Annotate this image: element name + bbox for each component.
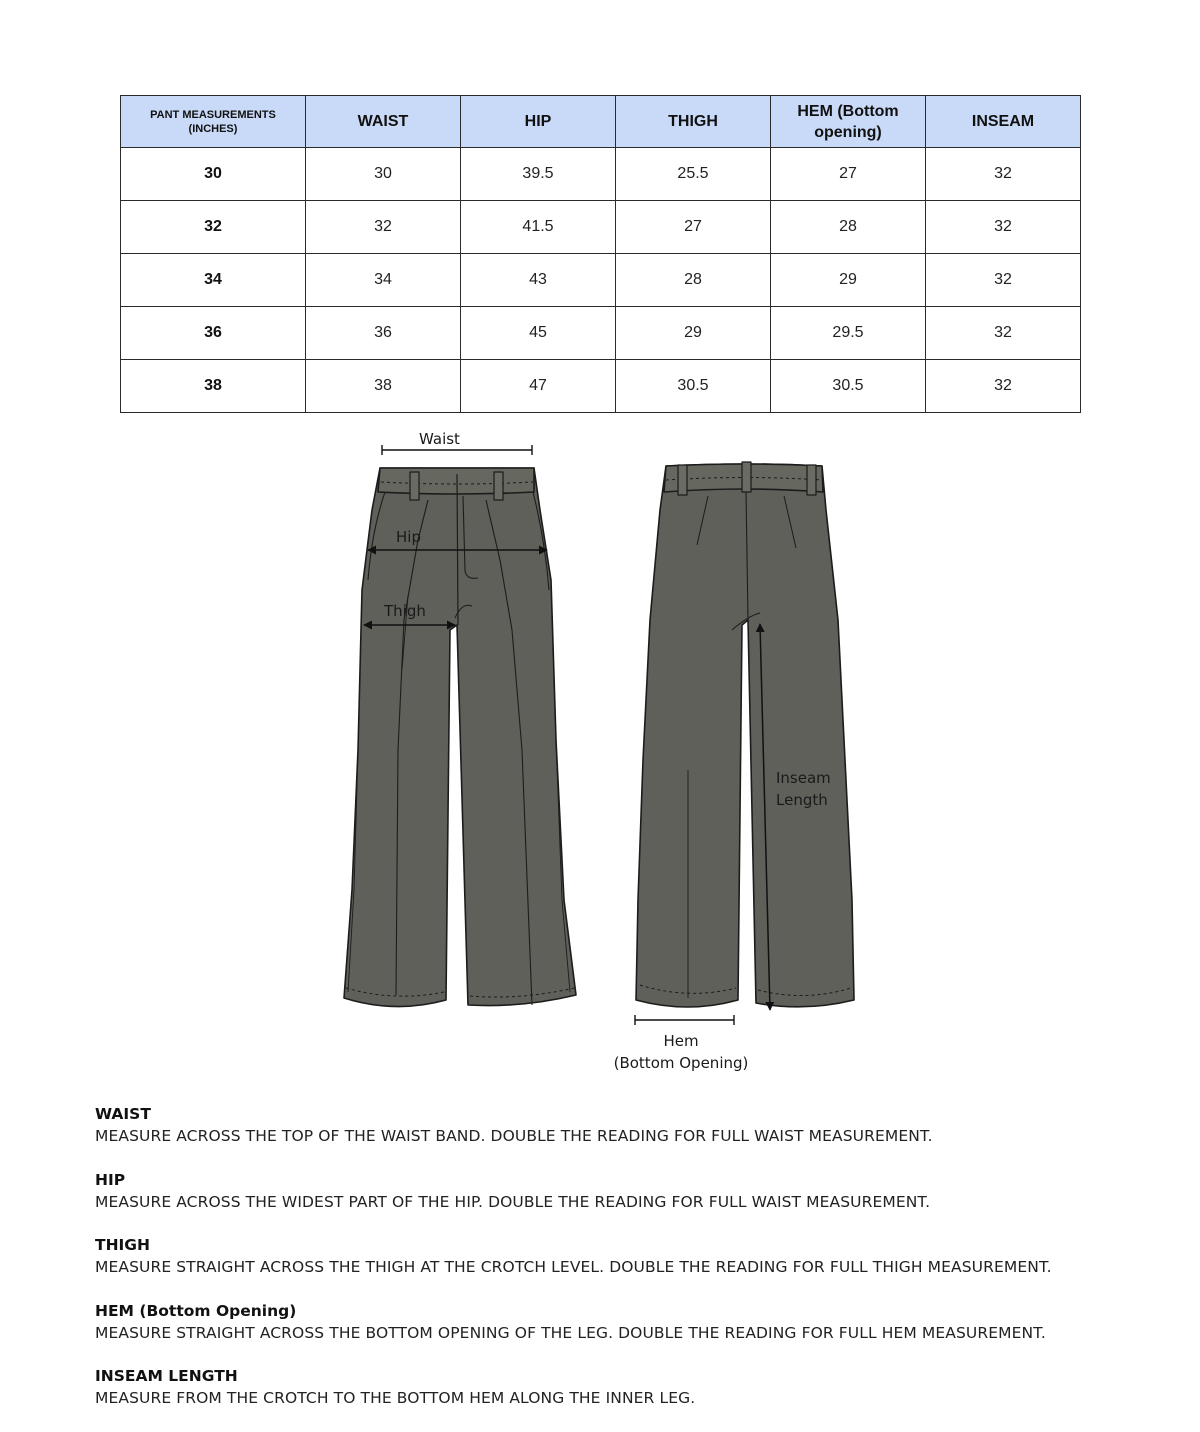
inseam-label-line2: Length bbox=[776, 791, 828, 809]
waist-cell: 30 bbox=[306, 148, 461, 201]
hem-cell: 30.5 bbox=[771, 360, 926, 413]
hem-label-line2: (Bottom Opening) bbox=[613, 1054, 749, 1072]
measurement-instructions bbox=[95, 1104, 1175, 1432]
thigh-cell: 28 bbox=[616, 254, 771, 307]
hem-cell: 29.5 bbox=[771, 307, 926, 360]
table-row bbox=[121, 307, 1081, 360]
definition-waist bbox=[95, 1104, 1175, 1170]
waist-cell: 36 bbox=[306, 307, 461, 360]
definition-text: MEASURE ACROSS THE WIDEST PART OF THE HIP. DOUBLE THE READING FOR FULL WAIST MEASUREMENT. bbox=[95, 1192, 931, 1211]
header-inseam: INSEAM bbox=[926, 96, 1081, 148]
pants-measurement-diagram bbox=[0, 420, 1200, 1080]
inseam-length-label bbox=[776, 767, 831, 811]
inseam-cell: 32 bbox=[926, 360, 1081, 413]
hem-label-line1: Hem bbox=[663, 1032, 699, 1050]
header-hip: HIP bbox=[461, 96, 616, 148]
definition-term: THIGH bbox=[95, 1236, 151, 1254]
pants-illustration bbox=[0, 420, 1200, 1080]
hem-cell: 28 bbox=[771, 201, 926, 254]
hem-cell: 27 bbox=[771, 148, 926, 201]
thigh-cell: 25.5 bbox=[616, 148, 771, 201]
thigh-cell: 29 bbox=[616, 307, 771, 360]
header-pant-measurements: PANT MEASUREMENTS (INCHES) bbox=[121, 96, 306, 148]
definition-thigh bbox=[95, 1235, 1175, 1301]
definition-text: MEASURE STRAIGHT ACROSS THE BOTTOM OPENING OF THE LEG. DOUBLE THE READING FOR FULL HEM MEASUREMENT. bbox=[95, 1323, 1046, 1342]
size-chart-table bbox=[120, 95, 1081, 413]
definition-text: MEASURE FROM THE CROTCH TO THE BOTTOM HEM ALONG THE INNER LEG. bbox=[95, 1389, 696, 1407]
table-row bbox=[121, 148, 1081, 201]
thigh-cell: 30.5 bbox=[616, 360, 771, 413]
definition-hip bbox=[95, 1170, 1175, 1236]
definition-text: MEASURE ACROSS THE TOP OF THE WAIST BAND. DOUBLE THE READING FOR FULL WAIST MEASUREMENT. bbox=[95, 1127, 933, 1145]
header-thigh: THIGH bbox=[616, 96, 771, 148]
thigh-cell: 27 bbox=[616, 201, 771, 254]
front-pants-drawing bbox=[344, 468, 576, 1007]
hip-cell: 43 bbox=[461, 254, 616, 307]
waist-cell: 38 bbox=[306, 360, 461, 413]
hip-cell: 41.5 bbox=[461, 201, 616, 254]
header-hem: HEM (Bottom opening) bbox=[771, 96, 926, 148]
table-row bbox=[121, 201, 1081, 254]
table-row bbox=[121, 254, 1081, 307]
definition-hem bbox=[95, 1301, 1175, 1367]
hip-cell: 45 bbox=[461, 307, 616, 360]
thigh-label: Thigh bbox=[384, 602, 426, 620]
size-cell: 36 bbox=[121, 307, 306, 360]
inseam-cell: 32 bbox=[926, 307, 1081, 360]
waist-label: Waist bbox=[419, 430, 460, 448]
hip-cell: 47 bbox=[461, 360, 616, 413]
definition-term: INSEAM LENGTH bbox=[95, 1367, 238, 1385]
waist-cell: 32 bbox=[306, 201, 461, 254]
inseam-cell: 32 bbox=[926, 201, 1081, 254]
header-waist: WAIST bbox=[306, 96, 461, 148]
hem-cell: 29 bbox=[771, 254, 926, 307]
definition-text: MEASURE STRAIGHT ACROSS THE THIGH AT THE CROTCH LEVEL. DOUBLE THE READING FOR FULL THIGH MEASUREMENT. bbox=[95, 1258, 1052, 1276]
inseam-label-line1: Inseam bbox=[776, 769, 831, 787]
table-row bbox=[121, 360, 1081, 413]
hem-label bbox=[600, 1030, 762, 1074]
table-header-row bbox=[121, 96, 1081, 148]
definition-term: HEM (Bottom Opening) bbox=[95, 1301, 297, 1320]
size-cell: 34 bbox=[121, 254, 306, 307]
hip-cell: 39.5 bbox=[461, 148, 616, 201]
size-cell: 30 bbox=[121, 148, 306, 201]
size-cell: 38 bbox=[121, 360, 306, 413]
waist-cell: 34 bbox=[306, 254, 461, 307]
inseam-cell: 32 bbox=[926, 254, 1081, 307]
hem-measure-line bbox=[635, 1015, 734, 1025]
definition-inseam-length bbox=[95, 1366, 1175, 1432]
size-cell: 32 bbox=[121, 201, 306, 254]
definition-term: HIP bbox=[95, 1170, 126, 1189]
back-pants-drawing bbox=[636, 462, 854, 1007]
hip-label: Hip bbox=[396, 528, 421, 546]
inseam-cell: 32 bbox=[926, 148, 1081, 201]
definition-term: WAIST bbox=[95, 1105, 151, 1123]
